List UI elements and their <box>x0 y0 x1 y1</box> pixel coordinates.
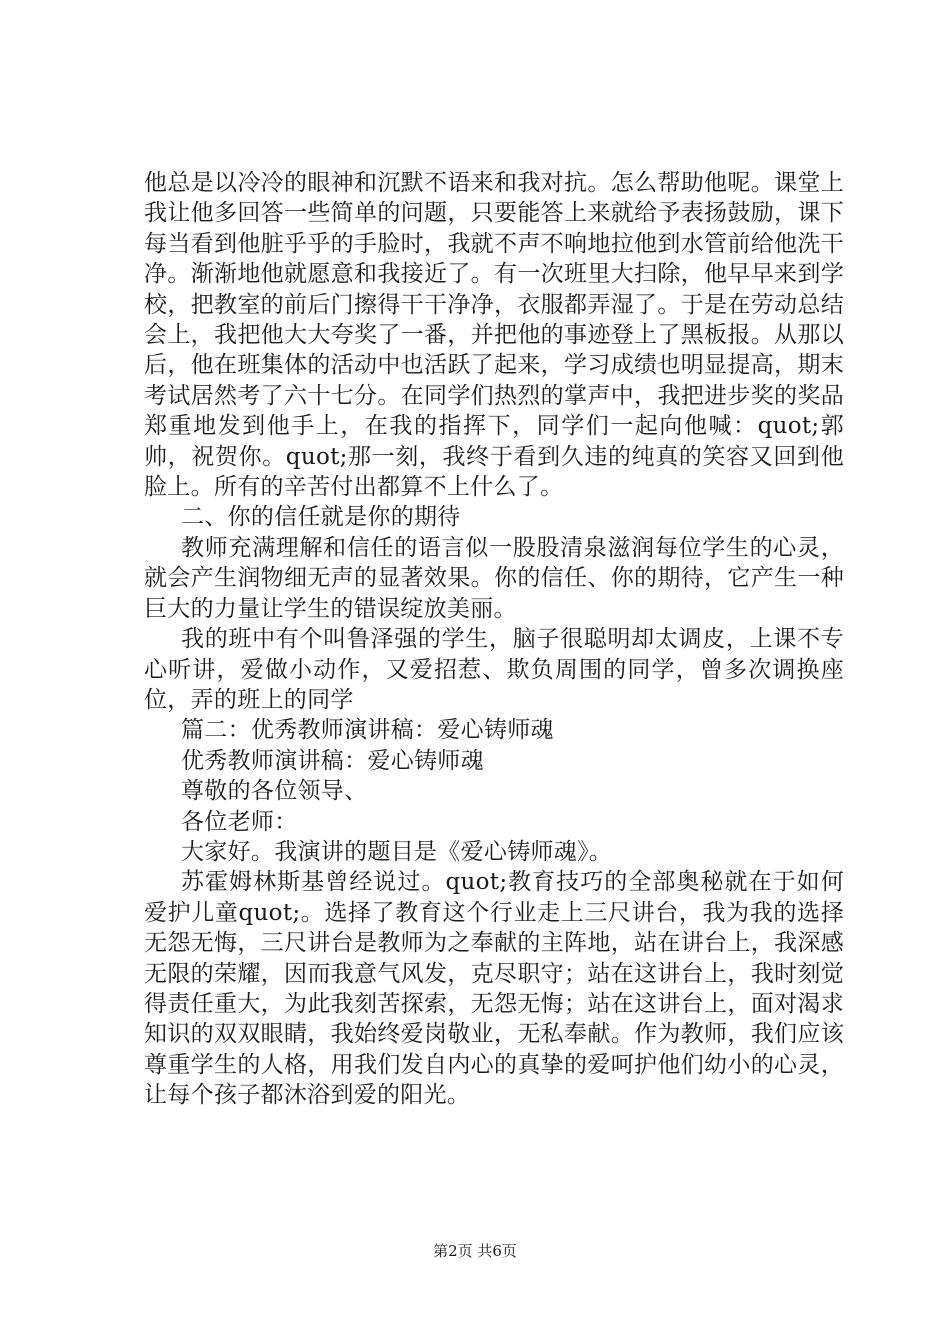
paragraph-1: 他总是以冷冷的眼神和沉默不语来和我对抗。怎么帮助他呢。课堂上我让他多回答一些简单的问题，只要能答上来就给予表扬鼓励，课下每当看到他脏乎乎的手脸时，我就不声不响地拉他到水管前给他洗干净。渐渐地他就愿意和我接近了。有一次班里大扫除，他早早来到学校，把教室的前后门擦得干干净净，衣服都弄湿了。于是在劳动总结会上，我把他大大夸奖了一番，并把他的事迹登上了黑板报。从那以后，他在班集体的活动中也活跃了起来，学习成绩也明显提高，期末考试居然考了六十七分。在同学们热烈的掌声中，我把进步奖的奖品郑重地发到他手上，在我的指挥下，同学们一起向他喊：quot;郭帅，祝贺你。quot;那一刻，我终于看到久违的纯真的笑容又回到他脸上。所有的辛苦付出都算不上什么了。 <box>144 170 844 501</box>
paragraph-4: 我的班中有个叫鲁泽强的学生，脑子很聪明却太调皮，上课不专心听讲，爱做小动作，又爱招惹、欺负周围的同学，曾多次调换座位，弄的班上的同学 <box>144 626 844 713</box>
document-body <box>144 168 844 1111</box>
page-footer: 第2页 共6页 <box>433 1242 517 1260</box>
greeting-paragraph: 大家好。我演讲的题目是《爱心铸师魂》。 <box>181 838 613 865</box>
paragraph-10: 苏霍姆林斯基曾经说过。quot;教育技巧的全部奥秘就在于如何爱护儿童quot;。选择了教育这个行业走上三尺讲台，我为我的选择无怨无悔，三尺讲台是教师为之奉献的主阵地，站在讲台上，我深感无限的荣耀，因而我意气风发，克尽职守；站在这讲台上，我时刻觉得责任重大，为此我刻苦探索，无怨无悔；站在这讲台上，面对渴求知识的双双眼睛，我始终爱岗敬业，无私奉献。作为教师，我们应该尊重学生的人格，用我们发自内心的真挚的爱呵护他们幼小的心灵，让每个孩子都沐浴到爱的阳光。 <box>144 869 844 1109</box>
salutation-leaders: 尊敬的各位领导、 <box>181 778 368 805</box>
section-heading-trust: 二、你的信任就是你的期待 <box>181 504 461 531</box>
speech-title: 优秀教师演讲稿：爱心铸师魂 <box>181 747 484 774</box>
paragraph-3: 教师充满理解和信任的语言似一股股清泉滋润每位学生的心灵，就会产生润物细无声的显著效果。你的信任、你的期待，它产生一种巨大的力量让学生的错误绽放美丽。 <box>144 534 844 622</box>
article-heading: 篇二：优秀教师演讲稿：爱心铸师魂 <box>181 717 554 744</box>
salutation-teachers: 各位老师： <box>181 808 298 835</box>
